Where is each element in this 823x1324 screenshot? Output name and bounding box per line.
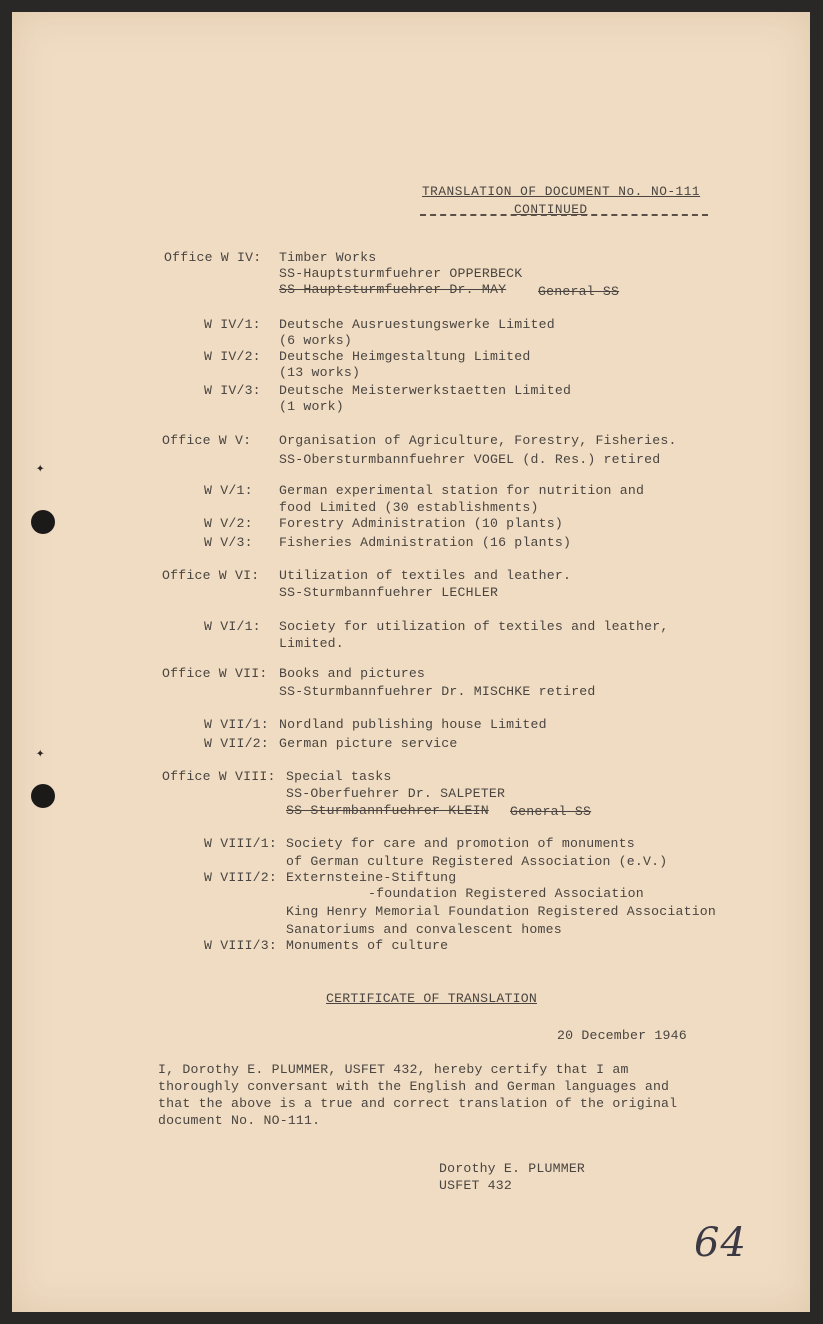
office-w6-title: Utilization of textiles and leather. bbox=[279, 568, 572, 583]
w8-2-line1: Externsteine-Stiftung bbox=[286, 870, 457, 885]
office-w4-title: Timber Works bbox=[279, 250, 377, 265]
w4-1-code: W IV/1: bbox=[204, 317, 261, 332]
w8-3-line1: Monuments of culture bbox=[286, 938, 449, 953]
w4-2-line1: Deutsche Heimgestaltung Limited bbox=[279, 349, 531, 364]
w7-1-line1: Nordland publishing house Limited bbox=[279, 717, 547, 732]
w5-2-line1: Forestry Administration (10 plants) bbox=[279, 516, 563, 531]
office-w8-head: SS-Oberfuehrer Dr. SALPETER bbox=[286, 786, 506, 801]
certificate-date: 20 December 1946 bbox=[557, 1028, 687, 1043]
w8-2-line4: Sanatoriums and convalescent homes bbox=[286, 922, 562, 937]
w5-1-line2: food Limited (30 establishments) bbox=[279, 500, 539, 515]
office-w4-struck: SS-Hauptsturmfuehrer Dr. MAY bbox=[279, 282, 507, 297]
document-page bbox=[12, 12, 810, 1312]
punch-hole-top bbox=[31, 510, 55, 534]
w5-3-code: W V/3: bbox=[204, 535, 253, 550]
w4-2-line2: (13 works) bbox=[279, 365, 361, 380]
w4-3-line2: (1 work) bbox=[279, 399, 344, 414]
office-w8-title: Special tasks bbox=[286, 769, 392, 784]
signature-name: Dorothy E. PLUMMER bbox=[439, 1161, 586, 1176]
signature-unit: USFET 432 bbox=[439, 1178, 513, 1193]
w5-1-line1: German experimental station for nutrition and bbox=[279, 483, 645, 498]
document-title: TRANSLATION OF DOCUMENT No. NO-111 bbox=[422, 184, 701, 199]
w7-2-line1: German picture service bbox=[279, 736, 458, 751]
handwritten-page-number: 64 bbox=[694, 1220, 747, 1266]
header-rule bbox=[420, 214, 708, 216]
office-w4-label: Office W IV: bbox=[164, 250, 262, 265]
office-w7-label: Office W VII: bbox=[162, 666, 268, 681]
w4-3-line1: Deutsche Meisterwerkstaetten Limited bbox=[279, 383, 572, 398]
office-w4-head: SS-Hauptsturmfuehrer OPPERBECK bbox=[279, 266, 523, 281]
certificate-body-line2: thoroughly conversant with the English and German languages and bbox=[158, 1079, 670, 1094]
w5-1-code: W V/1: bbox=[204, 483, 253, 498]
office-w6-label: Office W VI: bbox=[162, 568, 260, 583]
w6-1-code: W VI/1: bbox=[204, 619, 261, 634]
certificate-body-line4: document No. NO-111. bbox=[158, 1113, 321, 1128]
office-w8-label: Office W VIII: bbox=[162, 769, 276, 784]
w8-2-code: W VIII/2: bbox=[204, 870, 278, 885]
binding-mark-top: ✦ bbox=[36, 461, 45, 477]
w4-1-line2: (6 works) bbox=[279, 333, 353, 348]
certificate-body-line1: I, Dorothy E. PLUMMER, USFET 432, hereby certify that I am bbox=[158, 1062, 629, 1077]
w5-2-code: W V/2: bbox=[204, 516, 253, 531]
document-subtitle: CONTINUED bbox=[514, 202, 588, 217]
certificate-title: CERTIFICATE OF TRANSLATION bbox=[326, 991, 537, 1006]
w8-1-code: W VIII/1: bbox=[204, 836, 278, 851]
w8-2-line2: -foundation Registered Association bbox=[368, 886, 644, 901]
w8-1-line1: Society for care and promotion of monuments bbox=[286, 836, 635, 851]
w4-2-code: W IV/2: bbox=[204, 349, 261, 364]
w7-1-code: W VII/1: bbox=[204, 717, 269, 732]
w5-3-line1: Fisheries Administration (16 plants) bbox=[279, 535, 572, 550]
w7-2-code: W VII/2: bbox=[204, 736, 269, 751]
office-w8-struck: SS-Sturmbannfuehrer KLEIN bbox=[286, 803, 489, 818]
office-w7-title: Books and pictures bbox=[279, 666, 426, 681]
w4-1-line1: Deutsche Ausruestungswerke Limited bbox=[279, 317, 555, 332]
binding-mark-bottom: ✦ bbox=[36, 746, 45, 762]
office-w6-head: SS-Sturmbannfuehrer LECHLER bbox=[279, 585, 499, 600]
office-w8-struck-tag: General-SS bbox=[510, 804, 592, 819]
office-w4-struck-tag: General-SS bbox=[538, 284, 620, 299]
certificate-body-line3: that the above is a true and correct translation of the original bbox=[158, 1096, 678, 1111]
punch-hole-bottom bbox=[31, 784, 55, 808]
w8-1-line2: of German culture Registered Association (e.V.) bbox=[286, 854, 668, 869]
w8-3-code: W VIII/3: bbox=[204, 938, 278, 953]
office-w5-label: Office W V: bbox=[162, 433, 252, 448]
office-w7-head: SS-Sturmbannfuehrer Dr. MISCHKE retired bbox=[279, 684, 596, 699]
office-w5-title: Organisation of Agriculture, Forestry, Fisheries. bbox=[279, 433, 677, 448]
office-w5-head: SS-Obersturmbannfuehrer VOGEL (d. Res.) retired bbox=[279, 452, 661, 467]
w6-1-line2: Limited. bbox=[279, 636, 344, 651]
w4-3-code: W IV/3: bbox=[204, 383, 261, 398]
w6-1-line1: Society for utilization of textiles and leather, bbox=[279, 619, 669, 634]
w8-2-line3: King Henry Memorial Foundation Registered Association bbox=[286, 904, 717, 919]
